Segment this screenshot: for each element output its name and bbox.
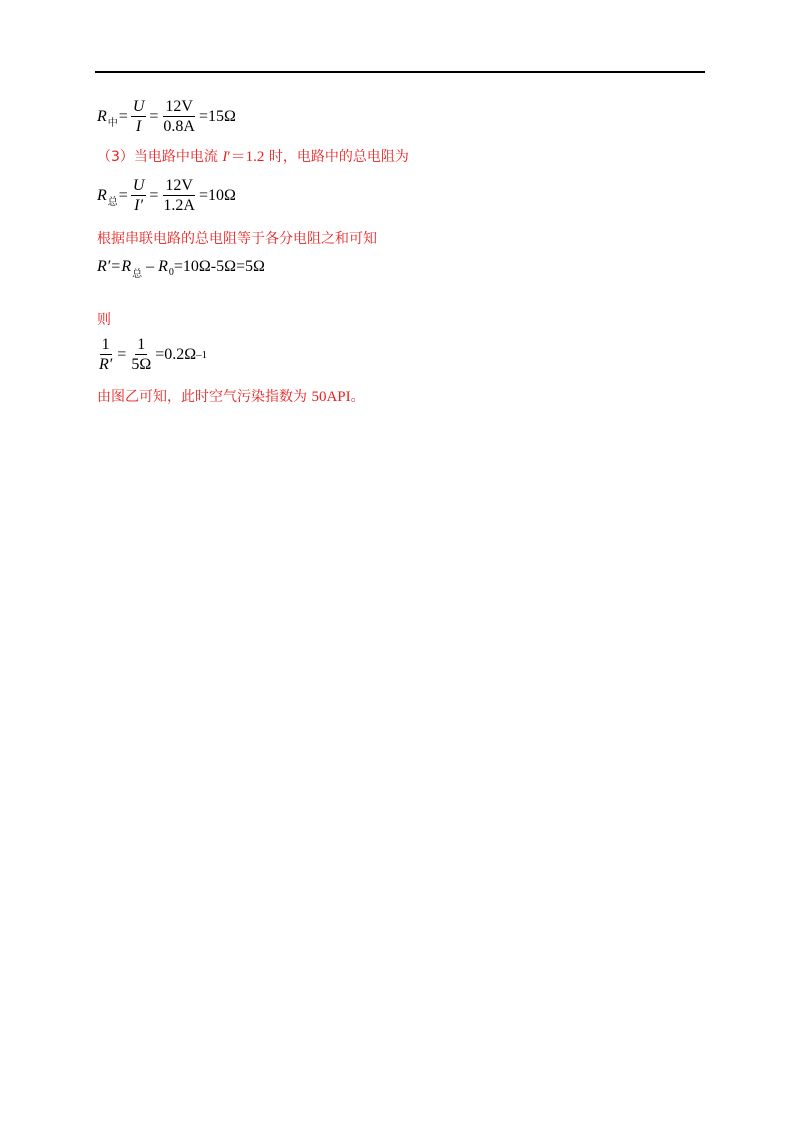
fraction-values — [161, 97, 197, 136]
formula-var-total: R — [121, 258, 132, 275]
exponent: –1 — [196, 348, 208, 361]
step3-var: I — [222, 149, 228, 165]
formula-var: R′ — [97, 258, 111, 275]
fraction-one-over-r-prime — [97, 335, 114, 374]
step3-prime: ′ — [227, 149, 231, 165]
equals-sign: = — [111, 258, 121, 275]
denominator: 1.2A — [163, 197, 195, 214]
numerator: U — [132, 177, 145, 194]
fraction-values — [161, 176, 197, 215]
formula-subscript: 中 — [107, 118, 118, 129]
formula-var: R — [97, 186, 107, 204]
then-text: 则 — [97, 312, 111, 328]
conclusion-text — [97, 387, 365, 407]
denominator: I — [135, 118, 142, 135]
step3-prefix: （3）当电路中电流 — [97, 149, 223, 165]
denominator: I′ — [134, 197, 143, 214]
fraction-u-over-i — [131, 97, 147, 136]
denominator: R′ — [99, 356, 113, 373]
denominator: 5Ω — [131, 356, 152, 373]
formula-result: =10Ω — [198, 186, 236, 204]
conclusion-prefix: 由图乙可知，此时空气污染指数为 — [97, 389, 312, 405]
formula-subscript: 总 — [132, 268, 143, 280]
equals-sign: = — [149, 107, 159, 125]
fraction-u-over-i-prime — [131, 176, 147, 215]
numerator: 12V — [165, 98, 193, 115]
formula-result: =0.2Ω — [155, 345, 197, 363]
formula-r-total — [97, 176, 236, 215]
equals-sign: = — [117, 345, 127, 363]
numerator: U — [132, 98, 145, 115]
formula-var: R — [97, 107, 107, 125]
denominator: 0.8A — [163, 118, 195, 135]
conclusion-value: 50API — [311, 389, 351, 405]
equals-sign: = — [118, 107, 128, 125]
formula-result: =10Ω-5Ω=5Ω — [173, 258, 265, 275]
formula-r-middle — [97, 97, 236, 136]
series-resistance-text: 根据串联电路的总电阻等于各分电阻之和可知 — [97, 231, 377, 247]
step3-text — [97, 147, 409, 167]
step3-value: ＝1.2 — [230, 149, 265, 165]
step3-suffix: 时，电路中的总电阻为 — [264, 149, 409, 165]
formula-var-r0: R — [158, 258, 168, 275]
formula-subscript: 0 — [168, 266, 174, 278]
conclusion-suffix: 。 — [350, 389, 365, 405]
numerator: 12V — [165, 177, 193, 194]
formula-r-prime — [97, 258, 265, 280]
equals-sign: = — [118, 186, 128, 204]
header-rule — [95, 71, 705, 73]
minus-sign: – — [142, 258, 159, 275]
formula-result: =15Ω — [198, 107, 236, 125]
numerator: 1 — [137, 336, 146, 353]
equals-sign: = — [149, 186, 159, 204]
fraction-one-over-five — [129, 335, 153, 374]
formula-reciprocal — [97, 335, 207, 374]
numerator: 1 — [101, 336, 110, 353]
formula-subscript: 总 — [107, 197, 118, 208]
